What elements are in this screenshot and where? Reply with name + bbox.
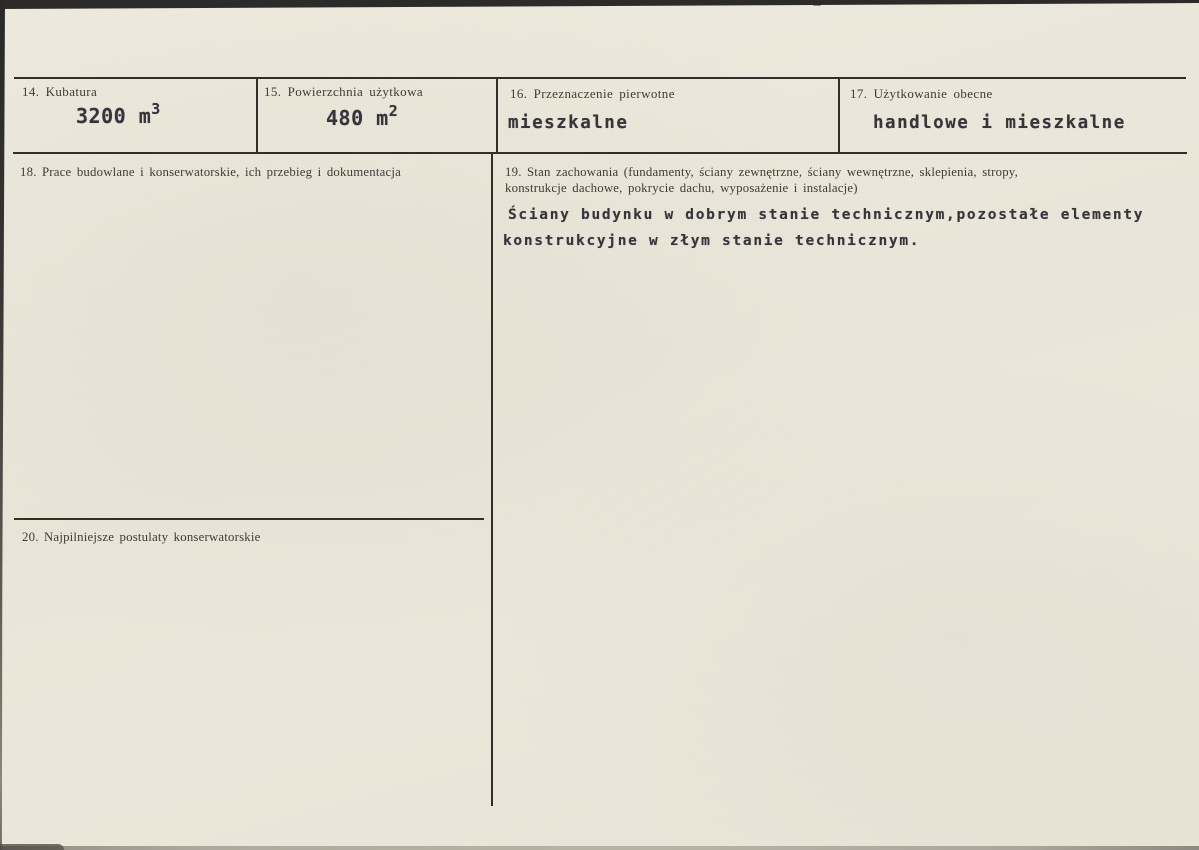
rule-below-row-14-17 xyxy=(13,152,1187,154)
divider-left-right-columns xyxy=(491,154,493,806)
field-19-value-line1: Ściany budynku w dobrym stanie technicznym,pozostałe elementy xyxy=(508,207,1145,223)
divider-16-17 xyxy=(838,79,840,152)
field-19-label xyxy=(505,164,1018,196)
field-18-label: 18. Prace budowlane i konserwatorskie, ich przebieg i dokumentacja xyxy=(20,165,401,179)
field-16-value: mieszkalne xyxy=(508,113,629,133)
field-20-label: 20. Najpilniejsze postulaty konserwatorskie xyxy=(22,530,261,544)
field-14-label: 14. Kubatura xyxy=(22,84,98,99)
field-15-value-text: 480 m xyxy=(326,106,389,130)
rule-top-of-row xyxy=(14,77,1186,79)
scan-edge-bottom xyxy=(0,846,1199,850)
field-19-value-line2: konstrukcyjne w złym stanie technicznym. xyxy=(503,233,921,249)
field-14-value xyxy=(76,100,161,128)
field-17-label: 17. Użytkowanie obecne xyxy=(850,86,993,101)
field-15-superscript: 2 xyxy=(388,102,398,120)
scan-edge-top xyxy=(0,0,1199,9)
rule-between-18-and-20 xyxy=(14,518,484,520)
field-16-label: 16. Przeznaczenie pierwotne xyxy=(510,86,675,101)
field-17-value: handlowe i mieszkalne xyxy=(873,113,1126,133)
field-15-label: 15. Powierzchnia użytkowa xyxy=(264,84,424,99)
scan-edge-left xyxy=(0,0,5,850)
field-19-label-line2: konstrukcje dachowe, pokrycie dachu, wyposażenie i instalacje) xyxy=(505,181,858,195)
field-19-label-line1: 19. Stan zachowania (fundamenty, ściany zewnętrzne, ściany wewnętrzne, sklepienia, stropy, xyxy=(505,165,1018,179)
field-14-superscript: 3 xyxy=(151,100,161,118)
divider-15-16 xyxy=(496,79,498,152)
divider-14-15 xyxy=(256,79,258,152)
field-15-value xyxy=(326,102,398,130)
field-14-value-text: 3200 m xyxy=(76,104,152,128)
